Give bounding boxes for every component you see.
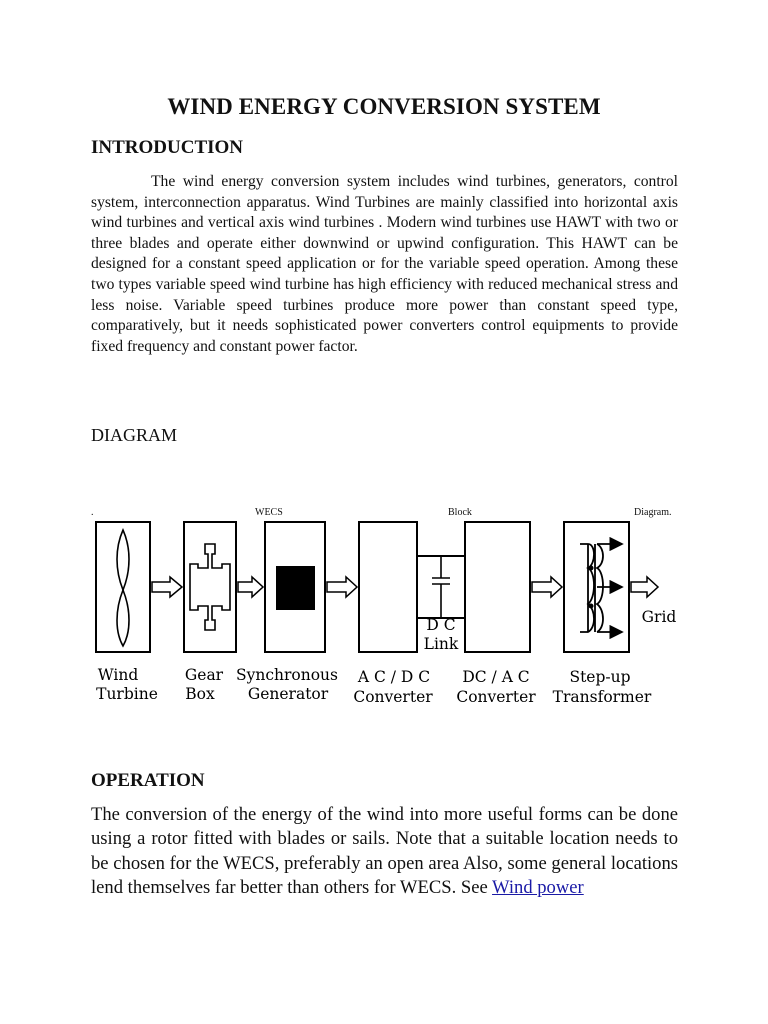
operation-paragraph — [91, 803, 678, 901]
transformer-winding-icon — [580, 544, 622, 632]
acdc-label-2: Converter — [353, 688, 433, 706]
dc-ac-converter-block — [465, 522, 530, 652]
dc-link-label-2: Link — [423, 635, 459, 653]
page-title: WIND ENERGY CONVERSION SYSTEM — [167, 94, 601, 119]
arrow-generator-to-acdc — [327, 577, 357, 597]
generator-core-icon — [276, 566, 315, 610]
grid-label: Grid — [641, 608, 677, 626]
gear-box-label-1: Gear — [184, 666, 224, 684]
generator-label-1: Synchronous — [235, 666, 339, 684]
arrow-gear-to-generator — [238, 577, 263, 597]
dc-link-capacitor-icon — [432, 556, 450, 618]
arrow-dcac-to-transformer — [532, 577, 562, 597]
introduction-paragraph: The wind energy conversion system includes wind turbines, generators, control system, interconnection apparatus. Wind Turbines are mainly classified into horizontal axis wind turbines and vertical axis wind turbines . Modern wind turbines use HAWT with two or three blades and operate either downwind or upwind configuration. This HAWT can be designed for a constant speed application or for the variable speed operation. Among these two types variable speed wind turbine has high efficiency with reduced mechanical stress and less noise. Variable speed turbines produce more power than constant speed type, comparatively, but it needs sophisticated power converters control equipments to provide fixed frequency and constant power factor. — [91, 173, 678, 355]
arrow-transformer-to-grid — [631, 577, 658, 597]
gear-cross-icon — [190, 544, 230, 630]
arrow-turbine-to-gear — [152, 577, 182, 597]
dcac-label-2: Converter — [456, 688, 536, 706]
transformer-label-2: Transformer — [552, 688, 652, 706]
diagram-heading: DIAGRAM — [91, 425, 178, 445]
turbine-blades-icon — [117, 530, 129, 646]
caption-block: Block — [448, 507, 472, 518]
gear-box-label-2: Box — [185, 685, 215, 703]
dcac-label-1: DC / A C — [462, 668, 530, 686]
wind-turbine-block — [96, 522, 150, 652]
operation-text: The conversion of the energy of the wind into more useful forms can be done using a rotor fitted with blades or sails. Note that a suitable location needs to be chosen for the WECS, preferably an open area Also, some general locations lend themselves far better than others for WECS. See — [91, 804, 678, 899]
caption-wecs: WECS — [255, 507, 283, 518]
dc-link-label-1: D C — [426, 616, 456, 634]
ac-dc-converter-block — [359, 522, 417, 652]
gear-box-block — [184, 522, 236, 652]
acdc-label-1: A C / D C — [357, 668, 431, 686]
caption-dot: . — [91, 507, 94, 518]
introduction-heading: INTRODUCTION — [91, 137, 244, 158]
wind-turbine-label-1: Wind — [97, 666, 139, 684]
wind-power-link[interactable]: Wind power — [492, 877, 584, 899]
operation-heading: OPERATION — [91, 770, 205, 791]
caption-diagram: Diagram. — [634, 507, 672, 518]
wecs-block-diagram — [88, 518, 684, 708]
wind-turbine-label-2: Turbine — [96, 685, 158, 703]
transformer-label-1: Step-up — [569, 668, 631, 686]
generator-label-2: Generator — [247, 685, 329, 703]
